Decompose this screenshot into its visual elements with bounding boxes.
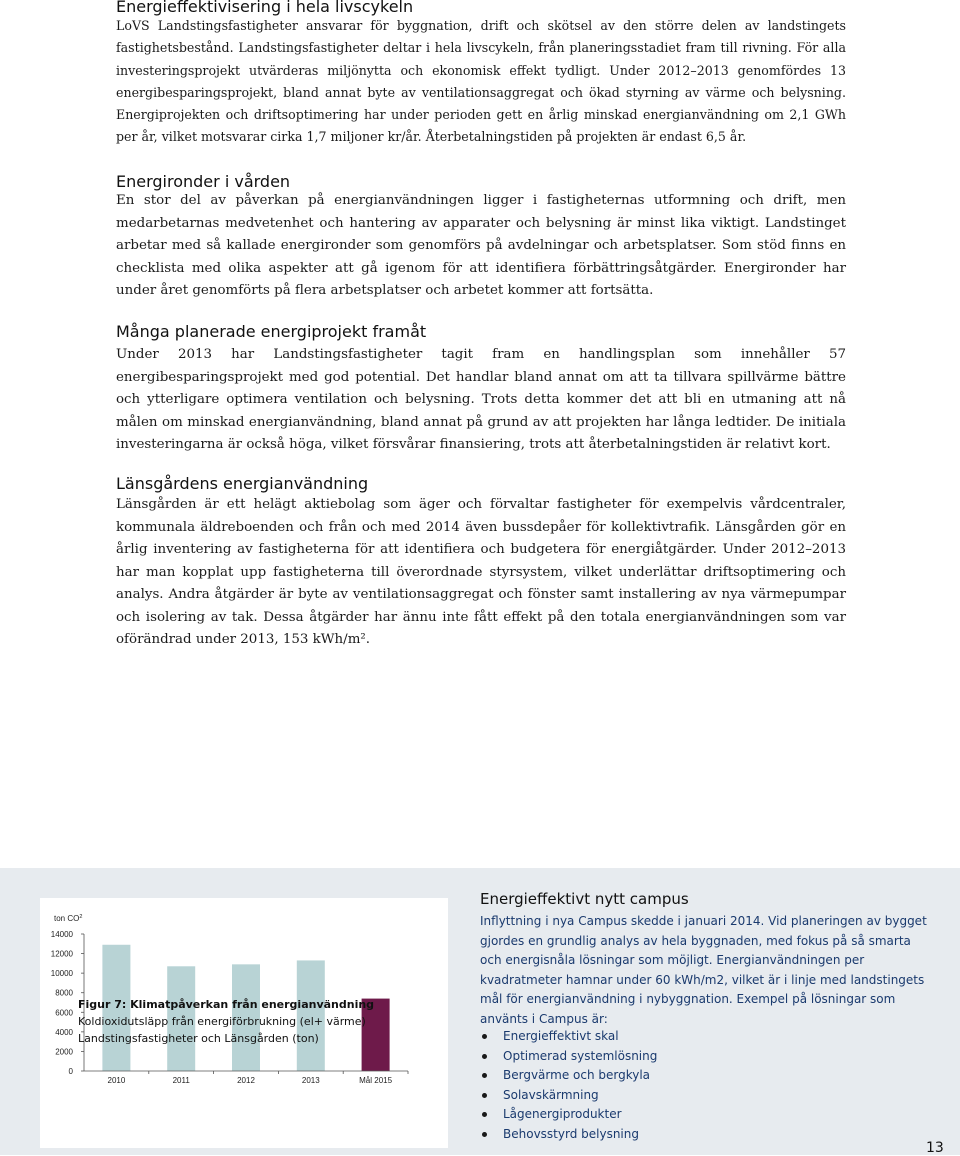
bullet-icon	[482, 1093, 487, 1098]
page-number: 13	[926, 1140, 944, 1156]
x-tick-label: 2013	[301, 1076, 320, 1085]
y-tick-label: 14000	[50, 930, 73, 939]
info-box-list	[480, 1027, 657, 1144]
y-tick-label: 12000	[50, 949, 73, 959]
y-tick-label: 10000	[50, 969, 73, 979]
list-item-label: Solavskärmning	[503, 1087, 599, 1102]
bullet-icon	[482, 1073, 487, 1078]
section-title-energiprojekt: Många planerade energiprojekt framåt	[116, 322, 427, 341]
y-tick-label: 2000	[55, 1047, 73, 1057]
list-item-label: Behovsstyrd belysning	[503, 1126, 639, 1141]
y-tick-label: 6000	[55, 1008, 73, 1018]
figure-caption-subtitle: Koldioxidutsläpp från energiförbrukning (el+ värme)	[78, 1015, 366, 1028]
section-text-energiprojekt: Under 2013 har Landstingsfastigheter tagit fram en handlingsplan som innehåller 57 energibesparingsprojekt med god potential. Det handlar bland annat om att ta tillvara spillvärme bättre och ytterligare optimera ventilation och belysning. Trots detta kommer det att bli en utmaning att nå målen om minskad energianvändning, bland annat på grund av att projekten har långa ledtider. De initiala investeringarna är också höga, vilket försvårar finansiering, trots att återbetalningstiden är relativt kort.	[116, 347, 846, 452]
list-item	[480, 1047, 657, 1067]
list-item-label: Lågenergiprodukter	[503, 1107, 622, 1121]
bullet-icon	[482, 1132, 487, 1137]
x-tick-label: 2010	[107, 1076, 126, 1085]
section-text-livscykeln: LoVS Landstingsfastigheter ansvarar för byggnation, drift och skötsel av den större delen av landstingets fastighetsbestånd. Landstingsfastigheter deltar i hela livscykeln, från planeringsstadiet fram till rivning. För alla investeringsprojekt utvärderas miljönytta och ekonomisk effekt tydligt. Under 2012–2013 genomfördes 13 energibesparingsprojekt, bland annat byte av ventilationsaggregat och ökad styrning av värme och belysning. Energiprojekten och driftsoptimering har under perioden gett en årlig minskad energianvändning om 2,1 GWh per år, vilket motsvarar cirka 1,7 miljoner kr/år. Återbetalningstiden på projekten är endast 6,5 år.	[116, 18, 846, 145]
info-box-title: Energieffektivt nytt campus	[480, 890, 689, 908]
list-item	[480, 1105, 657, 1125]
x-tick-label: Mål 2015	[359, 1076, 393, 1085]
y-tick-label: 0	[68, 1067, 73, 1076]
list-item	[480, 1027, 657, 1047]
section-text-energironder: En stor del av påverkan på energianvändningen ligger i fastigheternas utformning och drift, men medarbetarnas medvetenhet och hantering av apparater och belysning är minst lika viktigt. Landstinget arbetar med så kallade energironder som genomförs på avdelningar och arbetsplatser. Som stöd finns en checklista med olika aspekter att gå igenom för att identifiera förbättringsåtgärder. Energironder har under året genomförts på flera arbetsplatser och arbetet kommer att fortsätta.	[116, 193, 846, 298]
list-item	[480, 1125, 657, 1145]
list-item-label: Energieffektivt skal	[503, 1029, 619, 1043]
y-axis-title: ton $CO^2$	[54, 914, 83, 923]
bullet-icon	[482, 1112, 487, 1117]
section-title-energironder: Energironder i vården	[116, 172, 291, 191]
bullet-icon	[482, 1034, 487, 1039]
section-title-livscykeln: Energieffektivisering i hela livscykeln	[116, 0, 414, 16]
x-tick-label: 2011	[172, 1076, 190, 1085]
bullet-icon	[482, 1054, 487, 1059]
figure-caption-source: Landstingsfastigheter och Länsgården (ton)	[78, 1032, 319, 1045]
list-item	[480, 1086, 657, 1106]
info-box-text: Inflyttning i nya Campus skedde i januari 2014. Vid planeringen av bygget gjordes en grundlig analys av hela byggnaden, med fokus på så smarta och energisnåla lösningar som möjligt. Energianvändningen per kvadratmeter hamnar under 60 kWh/m2, vilket är i linje med landstingets mål för energianvändning i nybyggnation. Exempel på lösningar som använts i Campus är:	[480, 914, 927, 1026]
figure-caption-title: Figur 7: Klimatpåverkan från energianvändning	[78, 998, 375, 1011]
y-tick-label: 8000	[55, 988, 73, 998]
chart-container	[40, 898, 448, 1148]
list-item	[480, 1066, 657, 1086]
x-tick-label: 2012	[237, 1076, 255, 1085]
y-tick-label: 4000	[55, 1027, 73, 1037]
list-item-label: Optimerad systemlösning	[503, 1048, 658, 1063]
section-text-lansgarden: Länsgården är ett helägt aktiebolag som äger och förvaltar fastigheter för exempelvis vårdcentraler, kommunala äldreboenden och från och med 2014 även bussdepåer för kollektivtrafik. Länsgården gör en årlig inventering av fastigheterna för att identifiera och budgetera för energiåtgärder. Under 2012–2013 har man kopplat upp fastigheterna till överordnade styrsystem, vilket underlättar driftsoptimering och analys. Andra åtgärder är byte av ventilationsaggregat och fönster samt installering av nya värmepumpar och isolering av tak. Dessa åtgärder har ännu inte fått effekt på den totala energianvändningen som var oförändrad under 2013, 153 kWh/m².	[116, 497, 846, 647]
section-title-lansgarden: Länsgårdens energianvändning	[116, 474, 369, 493]
list-item-label: Bergvärme och bergkyla	[503, 1068, 651, 1082]
